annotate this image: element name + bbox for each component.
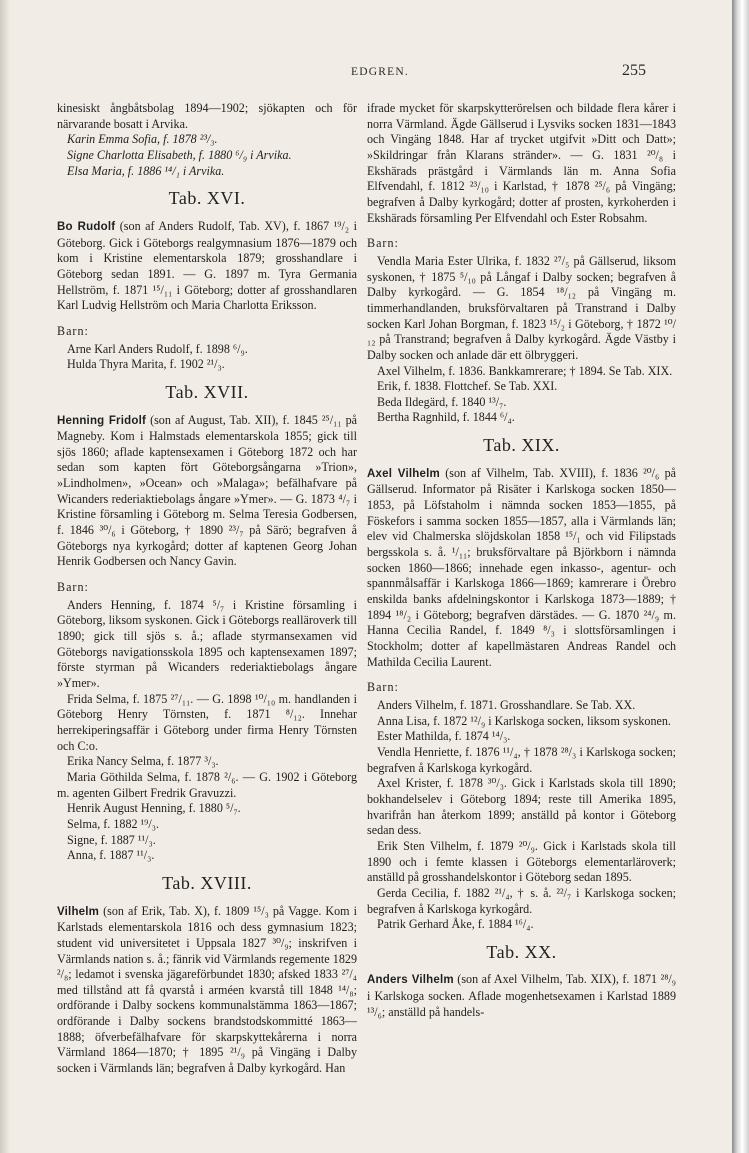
entry-body: (son af Vilhelm, Tab. XVIII), f. 1836 ²⁰/₆ på Gällserud. Informator på Risäter i Karlskoga socken 1850—1853, på Löfstaholm i nämnda socken 1853—1855, på Föskefors i samma socken 1855—1857, alla i Värmlands län; elev vid Chalmerska slöjdskolan 1858 ¹⁵/₁ och vid Filipstads bergsskola s. å. ¹/₁₁; bruksförvaltare på Björkborn i nämnda socken 1860—1866; innehade egen inkasso-, agentur- och spannmålsaffär i Karlskoga 1866—1869; kamrerare i Örebro enskilda banks afdelningskontor i Karlskoga 1873—1889; † 1894 ¹⁸/₂ i Göteborg; begrafven därstädes. — G. 1870 ²⁴/₉ m. Hanna Cecilia Randel, f. 1849 ⁸/₃ i slottsförsamlingen i Stockholm; dotter af kapellmästaren Andreas Randel och Mathilda Cecilia Laurent. [367, 465, 676, 669]
child-entry: Anders Vilhelm, f. 1871. Grosshandlare. Se Tab. XX. [377, 697, 636, 712]
entry-name: Henning Fridolf [57, 414, 146, 427]
page-number: 255 [622, 62, 646, 79]
entry-name: Anders Vilhelm [367, 974, 454, 987]
child-entry: Anders Henning, f. 1874 ⁵/₇ i Kristine församling i Göteborg, liksom syskonen. Gick i Göteborgs realläroverk till 1890; gick till sjös s. å.; aflade styrmansexamen vid Göteborgs navigationsskola 1895 och kaptensexamen 1897; förste styrman på Wicanders rederiaktiebolags ångare »Ymer». [57, 597, 357, 690]
entry-body: (son af Axel Vilhelm, Tab. XIX), f. 1871 ²⁸/₉ i Karlskoga socken. Aflade mogenhetsexamen i Karlstad 1889 ¹³/₆; anställd på handels- [367, 972, 677, 1019]
child-entry: Henrik August Henning, f. 1880 ⁵/₇. [67, 801, 241, 816]
child-entry: Erika Nancy Selma, f. 1877 ³/₃. [67, 754, 219, 769]
child-entry: Selma, f. 1882 ¹⁹/₃. [67, 816, 160, 831]
child-entry: Signe, f. 1887 ¹¹/₃. [67, 832, 156, 847]
children-label: Barn: [57, 580, 89, 595]
entry-body: (son af August, Tab. XII), f. 1845 ²⁵/₁₁ på Magneby. Kom i Halmstads elementarskola 1855; gick till sjös 1860; aflade kaptensexamen i Göteborg 1872 och har sedan som kapten fört Göteborgsångarna »Trion», »Lindholmen», »Ocean» och »Malaga»; befälhafvare på Wicanders rederiaktiebolags ångare »Ymer». — G. 1873 ⁴/₇ i Kristine församling i Göteborg m. Selma Teresia Godbersen, f. 1846 ³⁰/₆ i Göteborg, † 1890 ²³/₇ på Särö; begrafven å Göteborgs nya kyrkogård; dotter af kaptenen Georg Johan Henrik Godbersen och Nancy Gavin. [57, 412, 357, 569]
book-spine [732, 0, 749, 1153]
child-entry: Frida Selma, f. 1875 ²⁷/₁₁. — G. 1898 ¹⁰/₁₀ m. handlanden i Göteborg Henry Törnsten, f. 1871 ⁸/₁₂. Innehar herrekiperingsaffär i Göteborg under firma Henry Törnsten och C:o. [57, 691, 357, 753]
entry-continuation: ifrade mycket för skarpskytterörelsen och bildade flera kårer i norra Värmland. Ägde Gällserud i Lysviks socken 1831—1843 och Vingäng 1848. Har af trycket utgifvit »Ditt och Datt»; »Skildringar från Klarans stränder». — G. 1831 ²⁰/₈ i Ekshärads prästgård i Värmlands län m. Anna Sofia Elfvendahl, f. 1812 ²³/₁₀ i Karlstad, † 1878 ²⁵/₆ på Vingäng; begrafven å Dalby kyrkogård; dotter af prosten, kyrkoherden i Ekshärads församling Per Elfvendahl och Ester Robsahm. [367, 101, 676, 225]
entry-paragraph [367, 466, 676, 671]
entry-body: (son af Anders Rudolf, Tab. XV), f. 1867 ¹⁹/₂ i Göteborg. Gick i Göteborgs realgymnasium 1876—1879 och kom i Kristine elementarskola 1879; grosshandlare i Göteborg sedan 1891. — G. 1897 m. Tyra Germania Hellström, f. 1871 ¹⁵/₁₁ i Göteborg; dotter af grosshandlaren Karl Ludvig Hellström och Maria Charlotta Eriksson. [57, 218, 357, 313]
children-label: Barn: [57, 323, 89, 338]
left-column [57, 101, 357, 1077]
child-entry: Patrik Gerhard Åke, f. 1884 ¹⁶/₄. [377, 917, 534, 932]
children-label: Barn: [367, 236, 399, 251]
child-entry: Anna, f. 1887 ¹¹/₃. [67, 848, 155, 863]
child-entry: Signe Charlotta Elisabeth, f. 1880 ⁶/₉ i Arvika. [67, 147, 292, 162]
page-edge-shadow [0, 0, 10, 1153]
child-entry: Anna Lisa, f. 1872 ¹²/₉ i Karlskoga socken, liksom syskonen. [377, 713, 671, 728]
child-entry: Maria Göthilda Selma, f. 1878 ²/₆. — G. 1902 i Göteborg m. agenten Gilbert Fredrik Gravuzzi. [57, 769, 357, 800]
child-entry: Beda Ildegärd, f. 1840 ¹³/₇. [377, 394, 507, 409]
child-entry: Elsa Maria, f. 1886 ¹⁴/₁ i Arvika. [67, 163, 225, 178]
entry-body: (son af Erik, Tab. X), f. 1809 ¹⁵/₃ på Vagge. Kom i Karlstads elementarskola 1816 och dess gymnasium 1823; student vid universitetet i Uppsala 1827 ³⁰/₉; inskrifven i Värmlands nation s. å.; fänrik vid Värmlands regemente 1829 ²/₈; ledamot i svenska jägareförbundet 1830; afsked 1833 ²⁷/₄ med tillstånd att få qvarstå i arméen kvarstå till 1848 ¹⁴/₈; ordförande i Dalby sockens kommunalstämma 1863—1867; ordförande i Dalby sockens brandstodskommitté 1863—1888; öfverbefälhafvare för skarpskyttekårerna i norra Värmland 1864—1870; † 1895 ²¹/₉ på Vingäng i Dalby socken i Värmlands län; begrafven å Dalby kyrkogård. Han [57, 903, 357, 1076]
child-entry: Vendla Henriette, f. 1876 ¹¹/₄, † 1878 ²⁸/₃ i Karlskoga socken; begrafven å Karlskoga kyrkogård. [367, 744, 676, 775]
section-heading-tab-xx: Tab. XX. [486, 941, 557, 962]
child-entry: Erik Sten Vilhelm, f. 1879 ²⁰/₉. Gick i Karlstads skola till 1890 och i femte klassen i Göteborgs elementarläroverk; anställd på grosshandelskontor i Göteborg sedan 1895. [367, 838, 676, 885]
section-heading-tab-xix: Tab. XIX. [483, 435, 560, 456]
running-head: EDGREN. [351, 66, 409, 78]
child-entry: Hulda Thyra Marita, f. 1902 ²¹/₃. [67, 357, 225, 372]
child-entry: Bertha Ragnhild, f. 1844 ⁶/₄. [377, 410, 515, 425]
child-entry: Gerda Cecilia, f. 1882 ²¹/₄, † s. å. ²²/₇ i Karlskoga socken; begrafven å Karlskoga kyrkogård. [367, 885, 676, 916]
section-heading-tab-xvi: Tab. XVI. [168, 188, 246, 209]
child-entry: Axel Vilhelm, f. 1836. Bankkamrerare; † 1894. Se Tab. XIX. [377, 363, 673, 378]
children-label: Barn: [367, 680, 399, 695]
entry-name: Axel Vilhelm [367, 467, 440, 480]
entry-name: Vilhelm [57, 905, 100, 918]
section-heading-tab-xvii: Tab. XVII. [165, 381, 249, 402]
child-entry: Arne Karl Anders Rudolf, f. 1898 ⁶/₉. [67, 341, 248, 356]
child-entry: Axel Krister, f. 1878 ³⁰/₃. Gick i Karlstads skola till 1890; bokhandelselev i Göteborg 1894; reste till Amerika 1895, hvarifrån han återkom 1899; anställd på kontor i Göteborg sedan dess. [367, 776, 676, 838]
entry-paragraph [367, 972, 676, 1020]
entry-name: Bo Rudolf [57, 220, 116, 233]
entry-continuation: kinesiskt ångbåtsbolag 1894—1902; sjökapten och för närvarande bosatt i Arvika. [57, 101, 357, 131]
entry-paragraph [57, 413, 357, 571]
child-entry: Ester Mathilda, f. 1874 ¹⁴/₃. [377, 729, 511, 744]
entry-paragraph [57, 219, 357, 314]
entry-paragraph [57, 904, 357, 1077]
child-entry: Erik, f. 1838. Flottchef. Se Tab. XXI. [377, 379, 558, 394]
child-entry: Karin Emma Sofia, f. 1878 ²³/₃. [67, 132, 218, 147]
section-heading-tab-xviii: Tab. XVIII. [162, 872, 252, 893]
right-column [367, 101, 676, 1020]
child-entry: Vendla Maria Ester Ulrika, f. 1832 ²⁷/₅ på Gällserud, liksom syskonen, † 1875 ⁵/₁₀ på Långaf i Dalby socken; begrafven å Dalby kyrkogård. — G. 1854 ¹⁸/₁₂ på Vingäng m. timmerhandlanden, bruksförvaltaren på Transtrand i Dalby socken Karl Johan Borgman, f. 1823 ¹⁵/₂ i Göteborg, † 1872 ¹⁰/₁₂ på Transtrand; begrafven å Dalby kyrkogård. Ägde Västby i Dalby socken och anlade där ett ölbryggeri. [367, 253, 676, 362]
